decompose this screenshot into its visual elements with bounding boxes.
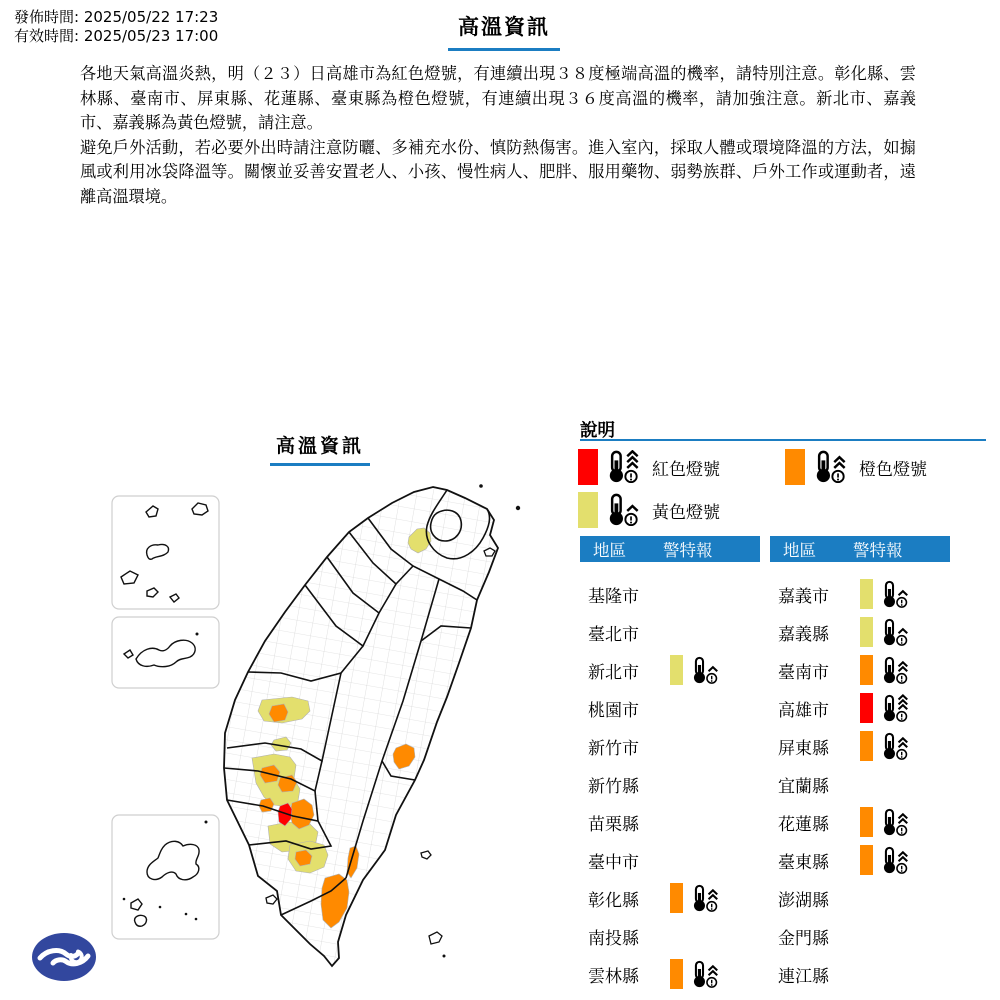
region-label: 新北市 <box>588 662 639 683</box>
thermometer-orange-icon <box>690 884 720 913</box>
warning-cell <box>860 655 910 685</box>
table-row <box>580 841 760 879</box>
region-label: 新竹縣 <box>588 776 639 797</box>
region-label: 苗栗縣 <box>588 814 639 835</box>
table-row <box>580 879 760 917</box>
legend-item-red <box>578 448 720 486</box>
yellow-signal-swatch <box>860 617 873 647</box>
yellow-signal-swatch <box>860 579 873 609</box>
region-label: 臺南市 <box>778 662 829 683</box>
orange-signal-swatch <box>670 883 683 913</box>
orange-signal-swatch <box>860 845 873 875</box>
table-row <box>580 917 760 955</box>
table-row <box>580 651 760 689</box>
table-row <box>770 955 950 993</box>
table-row <box>580 955 760 993</box>
yellow-signal-swatch <box>670 655 683 685</box>
warning-cell <box>670 655 720 685</box>
advisory-text <box>80 62 916 210</box>
legend-item-orange <box>785 448 927 486</box>
thermometer-yellow-icon <box>690 656 720 685</box>
yellow-signal-swatch <box>578 492 598 528</box>
table-row <box>580 575 760 613</box>
column-warning: 警特報 <box>853 541 903 560</box>
region-label: 金門縣 <box>778 928 829 949</box>
region-label: 高雄市 <box>778 700 829 721</box>
warning-cell <box>860 807 910 837</box>
table-row <box>770 879 950 917</box>
region-label: 嘉義縣 <box>778 624 829 645</box>
table-row <box>770 651 950 689</box>
advisory-paragraph-2: 避免戶外活動，若必要外出時請注意防曬、多補充水份、慎防熱傷害。進入室內，採取人體或環境降溫的方法，如搧風或利用冰袋降溫等。關懷並妥善安置老人、小孩、慢性病人、肥胖、服用藥物、弱勢族群、戶外工作或運動者，遠離高溫環境。 <box>80 137 916 206</box>
table-row <box>770 613 950 651</box>
map-title: 高溫資訊 <box>270 431 370 466</box>
region-label: 彰化縣 <box>588 890 639 911</box>
region-label: 屏東縣 <box>778 738 829 759</box>
region-label: 宜蘭縣 <box>778 776 829 797</box>
region-label: 基隆市 <box>588 586 639 607</box>
legend-item-label: 黃色燈號 <box>652 502 720 523</box>
table-row <box>770 689 950 727</box>
column-region: 地區 <box>593 541 626 560</box>
region-label: 臺北市 <box>588 624 639 645</box>
legend-item-label: 橙色燈號 <box>859 459 927 480</box>
red-signal-swatch <box>578 449 598 485</box>
thermometer-orange-icon <box>812 450 848 484</box>
advisory-paragraph-1: 各地天氣高溫炎熱，明（２３）日高雄市為紅色燈號，有連續出現３８度極端高溫的機率，請特別注意。彰化縣、雲林縣、臺南市、屏東縣、花蓮縣、臺東縣為橙色燈號，有連續出現３６度高溫的機率，請加強注意。新北市、嘉義市、嘉義縣為黃色燈號，請注意。 <box>80 64 916 133</box>
publish-time: 發佈時間: 2025/05/22 17:23 <box>14 8 219 26</box>
region-label: 新竹市 <box>588 738 639 759</box>
thermometer-orange-icon <box>880 846 910 875</box>
warning-cell <box>670 883 720 913</box>
taiwan-map <box>100 470 560 1000</box>
effective-time: 有效時間: 2025/05/23 17:00 <box>14 27 219 45</box>
column-warning: 警特報 <box>663 541 713 560</box>
table-header <box>770 536 950 562</box>
warning-cell <box>860 845 910 875</box>
inset-box-matsu <box>112 496 219 609</box>
warning-cell <box>860 731 910 761</box>
issue-times <box>14 8 218 46</box>
orange-signal-swatch <box>785 449 805 485</box>
thermometer-orange-icon <box>880 656 910 685</box>
inset-box-kinmen <box>112 617 219 688</box>
cwa-logo <box>30 931 98 983</box>
warning-cell <box>860 693 910 723</box>
table-row <box>580 727 760 765</box>
region-label: 雲林縣 <box>588 966 639 987</box>
table-row <box>770 841 950 879</box>
table-header <box>580 536 760 562</box>
table-row <box>770 765 950 803</box>
table-row <box>580 613 760 651</box>
thermometer-orange-icon <box>880 808 910 837</box>
legend-rule <box>580 439 986 441</box>
region-label: 南投縣 <box>588 928 639 949</box>
thermometer-yellow-icon <box>880 580 910 609</box>
thermometer-red-icon <box>880 694 910 723</box>
orange-signal-swatch <box>860 807 873 837</box>
table-row <box>580 765 760 803</box>
orange-signal-swatch <box>860 731 873 761</box>
table-row <box>580 689 760 727</box>
column-region: 地區 <box>783 541 816 560</box>
table-row <box>770 727 950 765</box>
legend-item-label: 紅色燈號 <box>652 459 720 480</box>
thermometer-orange-icon <box>690 960 720 989</box>
thermometer-red-icon <box>605 450 641 484</box>
table-row <box>580 803 760 841</box>
region-label: 連江縣 <box>778 966 829 987</box>
inset-box-penghu <box>112 815 219 939</box>
region-table-left <box>580 536 760 993</box>
region-label: 澎湖縣 <box>778 890 829 911</box>
legend-item-yellow <box>578 491 720 529</box>
region-label: 桃園市 <box>588 700 639 721</box>
orange-signal-swatch <box>860 655 873 685</box>
region-table-right <box>770 536 950 993</box>
region-label: 花蓮縣 <box>778 814 829 835</box>
orange-signal-swatch <box>670 959 683 989</box>
warning-cell <box>860 579 910 609</box>
region-label: 嘉義市 <box>778 586 829 607</box>
page-title: 高溫資訊 <box>448 11 560 51</box>
region-label: 臺中市 <box>588 852 639 873</box>
warning-cell <box>670 959 720 989</box>
legend-title: 說明 <box>580 421 615 441</box>
thermometer-orange-icon <box>880 732 910 761</box>
region-label: 臺東縣 <box>778 852 829 873</box>
table-row <box>770 575 950 613</box>
table-row <box>770 803 950 841</box>
thermometer-yellow-icon <box>605 493 641 527</box>
thermometer-yellow-icon <box>880 618 910 647</box>
warning-cell <box>860 617 910 647</box>
table-row <box>770 917 950 955</box>
red-signal-swatch <box>860 693 873 723</box>
